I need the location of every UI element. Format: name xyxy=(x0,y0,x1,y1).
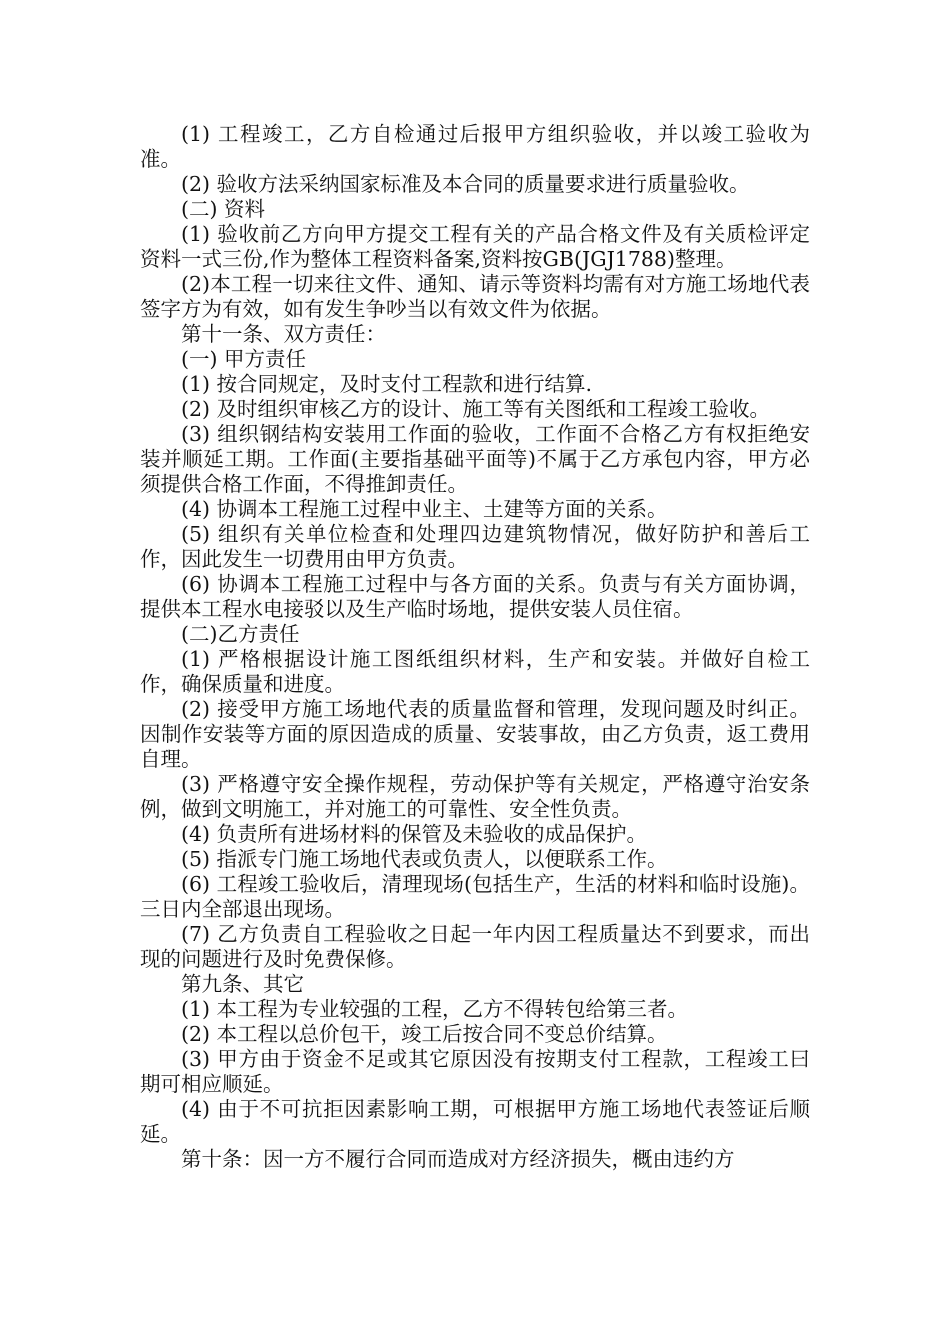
article-heading: 第十条：因一方不履行合同而造成对方经济损失，概由违约方 xyxy=(181,1147,735,1171)
section-heading: (二) 资料 xyxy=(181,197,266,221)
paragraph: (2)本工程一切来往文件、通知、请示等资料均需有对方施工场地代表签字方为有效，如有发生争吵当以有效文件为依据。 xyxy=(140,272,810,321)
paragraph: (3) 组织钢结构安装用工作面的验收，工作面不合格乙方有权拒绝安装并顺延工期。工作面(主要指基础平面等)不属于乙方承包内容，甲方必须提供合格工作面，不得推卸责任。 xyxy=(140,422,810,496)
paragraph: (3) 严格遵守安全操作规程，劳动保护等有关规定，严格遵守治安条例，做到文明施工，并对施工的可靠性、安全性负责。 xyxy=(140,772,810,821)
paragraph: (6) 工程竣工验收后，清理现场(包括生产，生活的材料和临时设施)。三日内全部退出现场。 xyxy=(140,872,810,921)
paragraph: (4) 协调本工程施工过程中业主、土建等方面的关系。 xyxy=(181,497,668,521)
paragraph: (1) 工程竣工，乙方自检通过后报甲方组织验收，并以竣工验收为准。 xyxy=(140,122,810,171)
article-heading: 第十一条、双方责任： xyxy=(181,322,386,346)
paragraph: (1) 本工程为专业较强的工程，乙方不得转包给第三者。 xyxy=(181,997,689,1021)
paragraph: (5) 指派专门施工场地代表或负责人，以便联系工作。 xyxy=(181,847,668,871)
paragraph: (1) 验收前乙方向甲方提交工程有关的产品合格文件及有关质检评定资料一式三份,作为整体工程资料备案,资料按GB(JGJ1788)整理。 xyxy=(140,222,810,271)
paragraph: (2) 接受甲方施工场地代表的质量监督和管理，发现问题及时纠正。因制作安装等方面的原因造成的质量、安装事故，由乙方负责，返工费用自理。 xyxy=(140,697,810,771)
article-heading: 第九条、其它 xyxy=(181,972,304,996)
paragraph: (4) 负责所有进场材料的保管及未验收的成品保护。 xyxy=(181,822,648,846)
paragraph: (4) 由于不可抗拒因素影响工期，可根据甲方施工场地代表签证后顺延。 xyxy=(140,1097,810,1146)
paragraph: (2) 本工程以总价包干，竣工后按合同不变总价结算。 xyxy=(181,1022,668,1046)
contract-text xyxy=(140,122,810,1172)
paragraph: (2) 验收方法采纳国家标准及本合同的质量要求进行质量验收。 xyxy=(181,172,750,196)
paragraph: (6) 协调本工程施工过程中与各方面的关系。负责与有关方面协调，提供本工程水电接驳以及生产临时场地，提供安装人员住宿。 xyxy=(140,572,810,621)
paragraph: (3) 甲方由于资金不足或其它原因没有按期支付工程款，工程竣工曰期可相应顺延。 xyxy=(140,1047,810,1096)
section-heading: (一) 甲方责任 xyxy=(181,347,307,371)
paragraph: (5) 组织有关单位检查和处理四边建筑物情况，做好防护和善后工作，因此发生一切费用由甲方负责。 xyxy=(140,522,810,571)
section-heading: (二)乙方责任 xyxy=(181,622,300,646)
paragraph: (7) 乙方负责自工程验收之日起一年内因工程质量达不到要求，而出现的问题进行及时免费保修。 xyxy=(140,922,810,971)
paragraph: (1) 按合同规定，及时支付工程款和进行结算. xyxy=(181,372,593,396)
paragraph: (2) 及时组织审核乙方的设计、施工等有关图纸和工程竣工验收。 xyxy=(181,397,771,421)
paragraph: (1) 严格根据设计施工图纸组织材料，生产和安装。并做好自检工作，确保质量和进度。 xyxy=(140,647,810,696)
